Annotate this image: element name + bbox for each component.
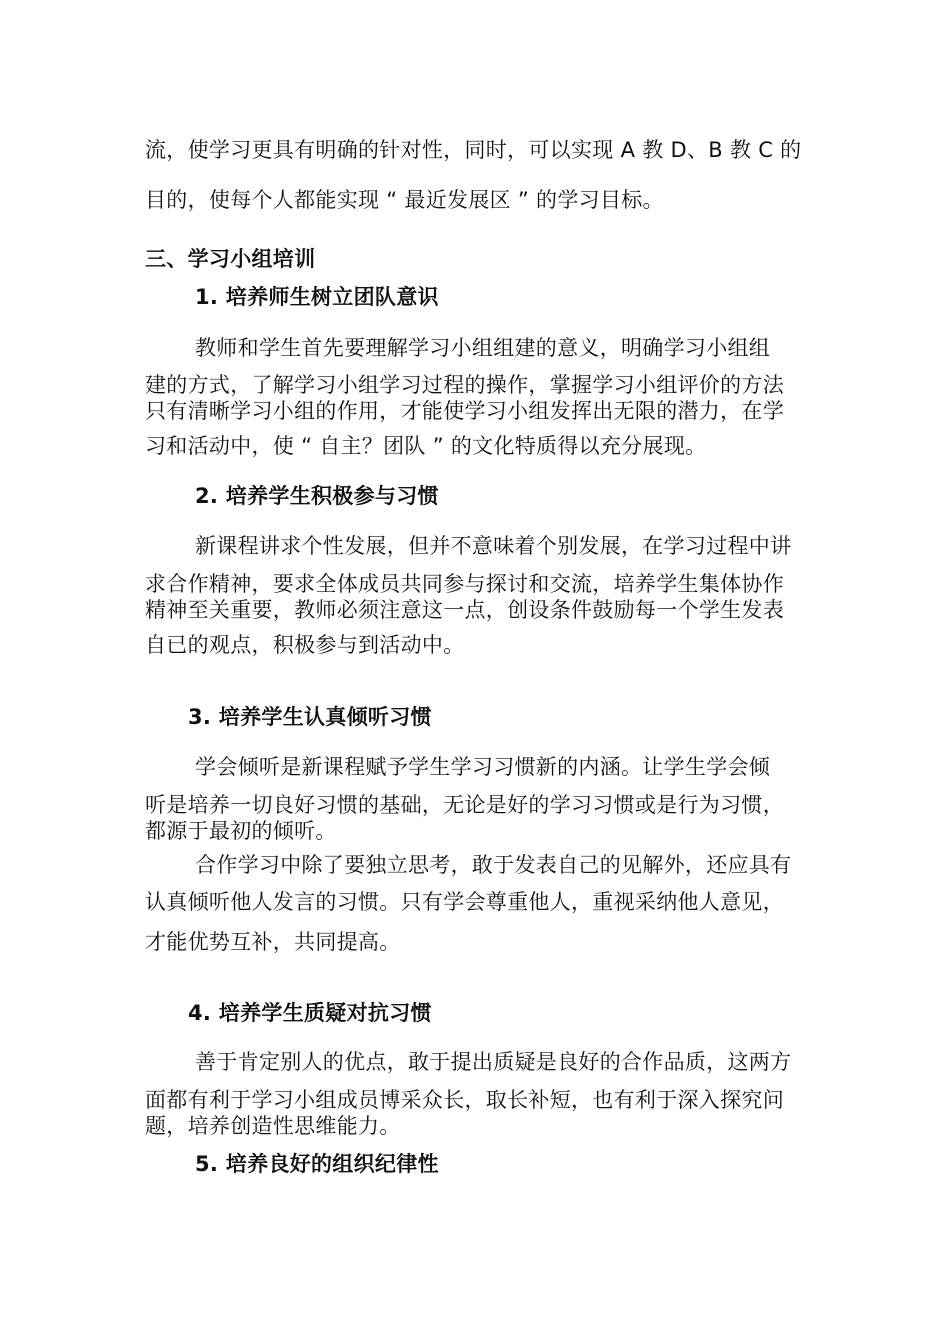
s2-line-2: 求合作精神，要求全体成员共同参与探讨和交流，培养学生集体协作 bbox=[145, 572, 784, 596]
subsection-4-heading: 4. 培养学生质疑对抗习惯 bbox=[188, 1001, 432, 1025]
section-heading: 三、学习小组培训 bbox=[145, 247, 316, 271]
s3-line-6: 才能优势互补，共同提高。 bbox=[145, 930, 401, 954]
subsection-1-heading: 1. 培养师生树立团队意识 bbox=[195, 285, 439, 309]
s2-line-3: 精神至关重要，教师必须注意这一点，创设条件鼓励每一个学生发表 bbox=[145, 598, 784, 622]
subsection-3-heading: 3. 培养学生认真倾听习惯 bbox=[188, 705, 432, 729]
s2-line-1: 新课程讲求个性发展，但并不意味着个别发展，在学习过程中讲 bbox=[195, 534, 792, 558]
s4-line-1: 善于肯定别人的优点，敢于提出质疑是良好的合作品质，这两方 bbox=[195, 1050, 792, 1074]
s3-line-3: 都源于最初的倾听。 bbox=[145, 819, 337, 843]
s2-line-4: 自已的观点，积极参与到活动中。 bbox=[145, 633, 465, 657]
s3-line-4: 合作学习中除了要独立思考，敢于发表自己的见解外，还应具有 bbox=[195, 853, 792, 877]
intro-line-2: 目的，使每个人都能实现 “ 最近发展区 ” 的学习目标。 bbox=[145, 188, 664, 212]
s4-line-2: 面都有利于学习小组成员博采众长，取长补短，也有利于深入探究问 bbox=[145, 1088, 784, 1112]
subsection-2-heading: 2. 培养学生积极参与习惯 bbox=[195, 484, 439, 508]
s1-line-2: 建的方式，了解学习小组学习过程的操作，掌握学习小组评价的方法 bbox=[145, 373, 784, 397]
s3-line-2: 听是培养一切良好习惯的基础，无论是好的学习习惯或是行为习惯， bbox=[145, 793, 784, 817]
intro-line-1: 流，使学习更具有明确的针对性，同时，可以实现 A 教 D、B 教 C 的 bbox=[145, 138, 802, 162]
s3-line-5: 认真倾听他人发言的习惯。只有学会尊重他人，重视采纳他人意见， bbox=[145, 890, 784, 914]
s3-line-1: 学会倾听是新课程赋予学生学习习惯新的内涵。让学生学会倾 bbox=[195, 755, 771, 779]
s1-line-1: 教师和学生首先要理解学习小组组建的意义，明确学习小组组 bbox=[195, 336, 771, 360]
subsection-5-heading: 5. 培养良好的组织纪律性 bbox=[195, 1152, 439, 1176]
s4-line-3: 题，培养创造性思维能力。 bbox=[145, 1114, 401, 1138]
s1-line-4: 习和活动中，使 “ 自主？团队 ” 的文化特质得以充分展现。 bbox=[145, 434, 707, 458]
s1-line-3: 只有清晰学习小组的作用，才能使学习小组发挥出无限的潜力，在学 bbox=[145, 399, 784, 423]
